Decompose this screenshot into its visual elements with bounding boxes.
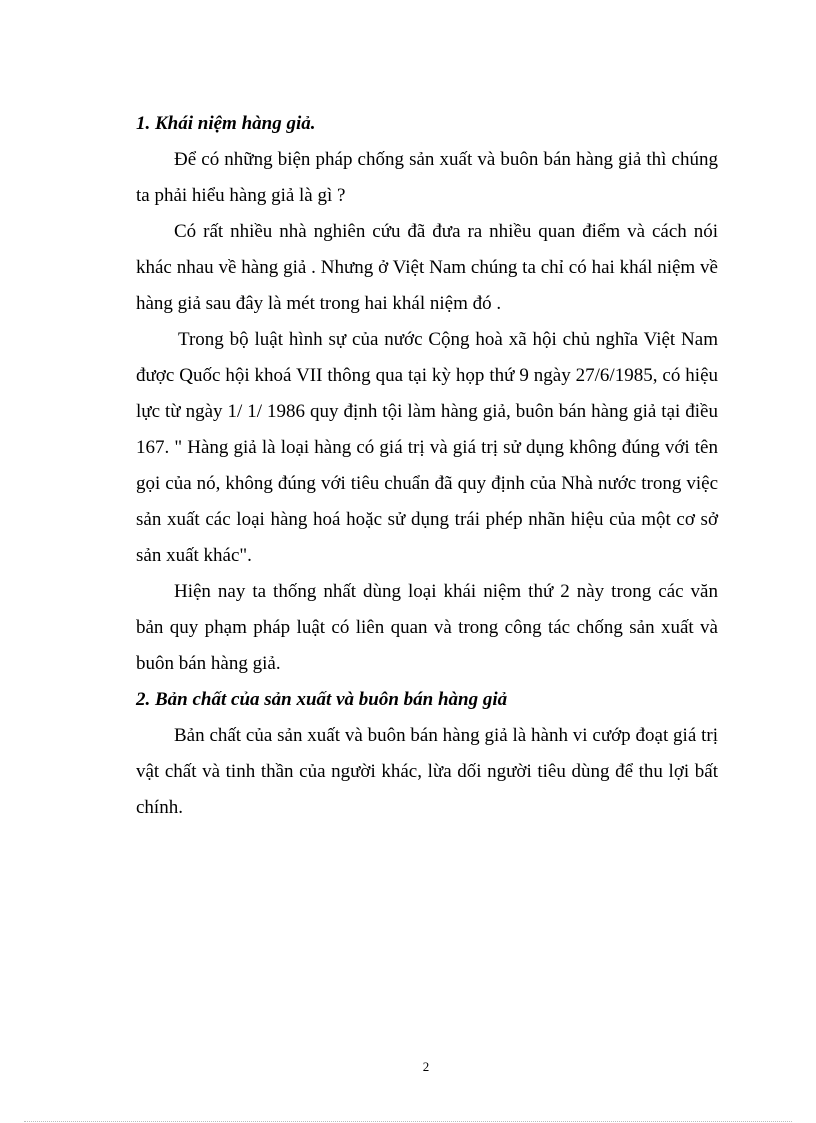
paragraph-1: Để có những biện pháp chống sản xuất và buôn bán hàng giả thì chúng ta phải hiểu hàng giả là gì ? xyxy=(136,149,718,206)
paragraph-4: Hiện nay ta thống nhất dùng loại khái niệm thứ 2 này trong các văn bản quy phạm pháp luật có liên quan và trong công tác chống sản xuất và buôn bán hàng giả. xyxy=(136,581,718,674)
page-number: 2 xyxy=(422,1059,430,1074)
paragraph-5: Bản chất của sản xuất và buôn bán hàng giả là hành vi cướp đoạt giá trị vật chất và tinh thần của người khác, lừa dối người tiêu dùng để thu lợi bất chính. xyxy=(136,725,718,818)
paragraph-3: Trong bộ luật hình sự của nước Cộng hoà xã hội chủ nghĩa Việt Nam được Quốc hội khoá VII thông qua tại kỳ họp thứ 9 ngày 27/6/1985, có hiệu lực từ ngày 1/ 1/ 1986 quy định tội làm hàng giả, buôn bán hàng giả tại điều 167. " Hàng giả là loại hàng có giá trị và giá trị sử dụng không đúng với tên gọi của nó, không đúng với tiêu chuẩn đã quy định của Nhà nước trong việc sản xuất các loại hàng hoá hoặc sử dụng trái phép nhãn hiệu của một cơ sở sản xuất khác". xyxy=(136,329,718,566)
section-heading-2: 2. Bản chất của sản xuất và buôn bán hàng giả xyxy=(136,689,508,710)
document-body xyxy=(136,106,718,826)
section-heading-1: 1. Khái niệm hàng giả. xyxy=(136,113,316,134)
paragraph-2: Có rất nhiều nhà nghiên cứu đã đưa ra nhiều quan điểm và cách nói khác nhau về hàng giả . Nhưng ở Việt Nam chúng ta chỉ có hai khál niệm về hàng giả sau đây là mét trong hai khál niệm đó . xyxy=(136,221,718,314)
page-bottom-divider xyxy=(24,1121,792,1122)
